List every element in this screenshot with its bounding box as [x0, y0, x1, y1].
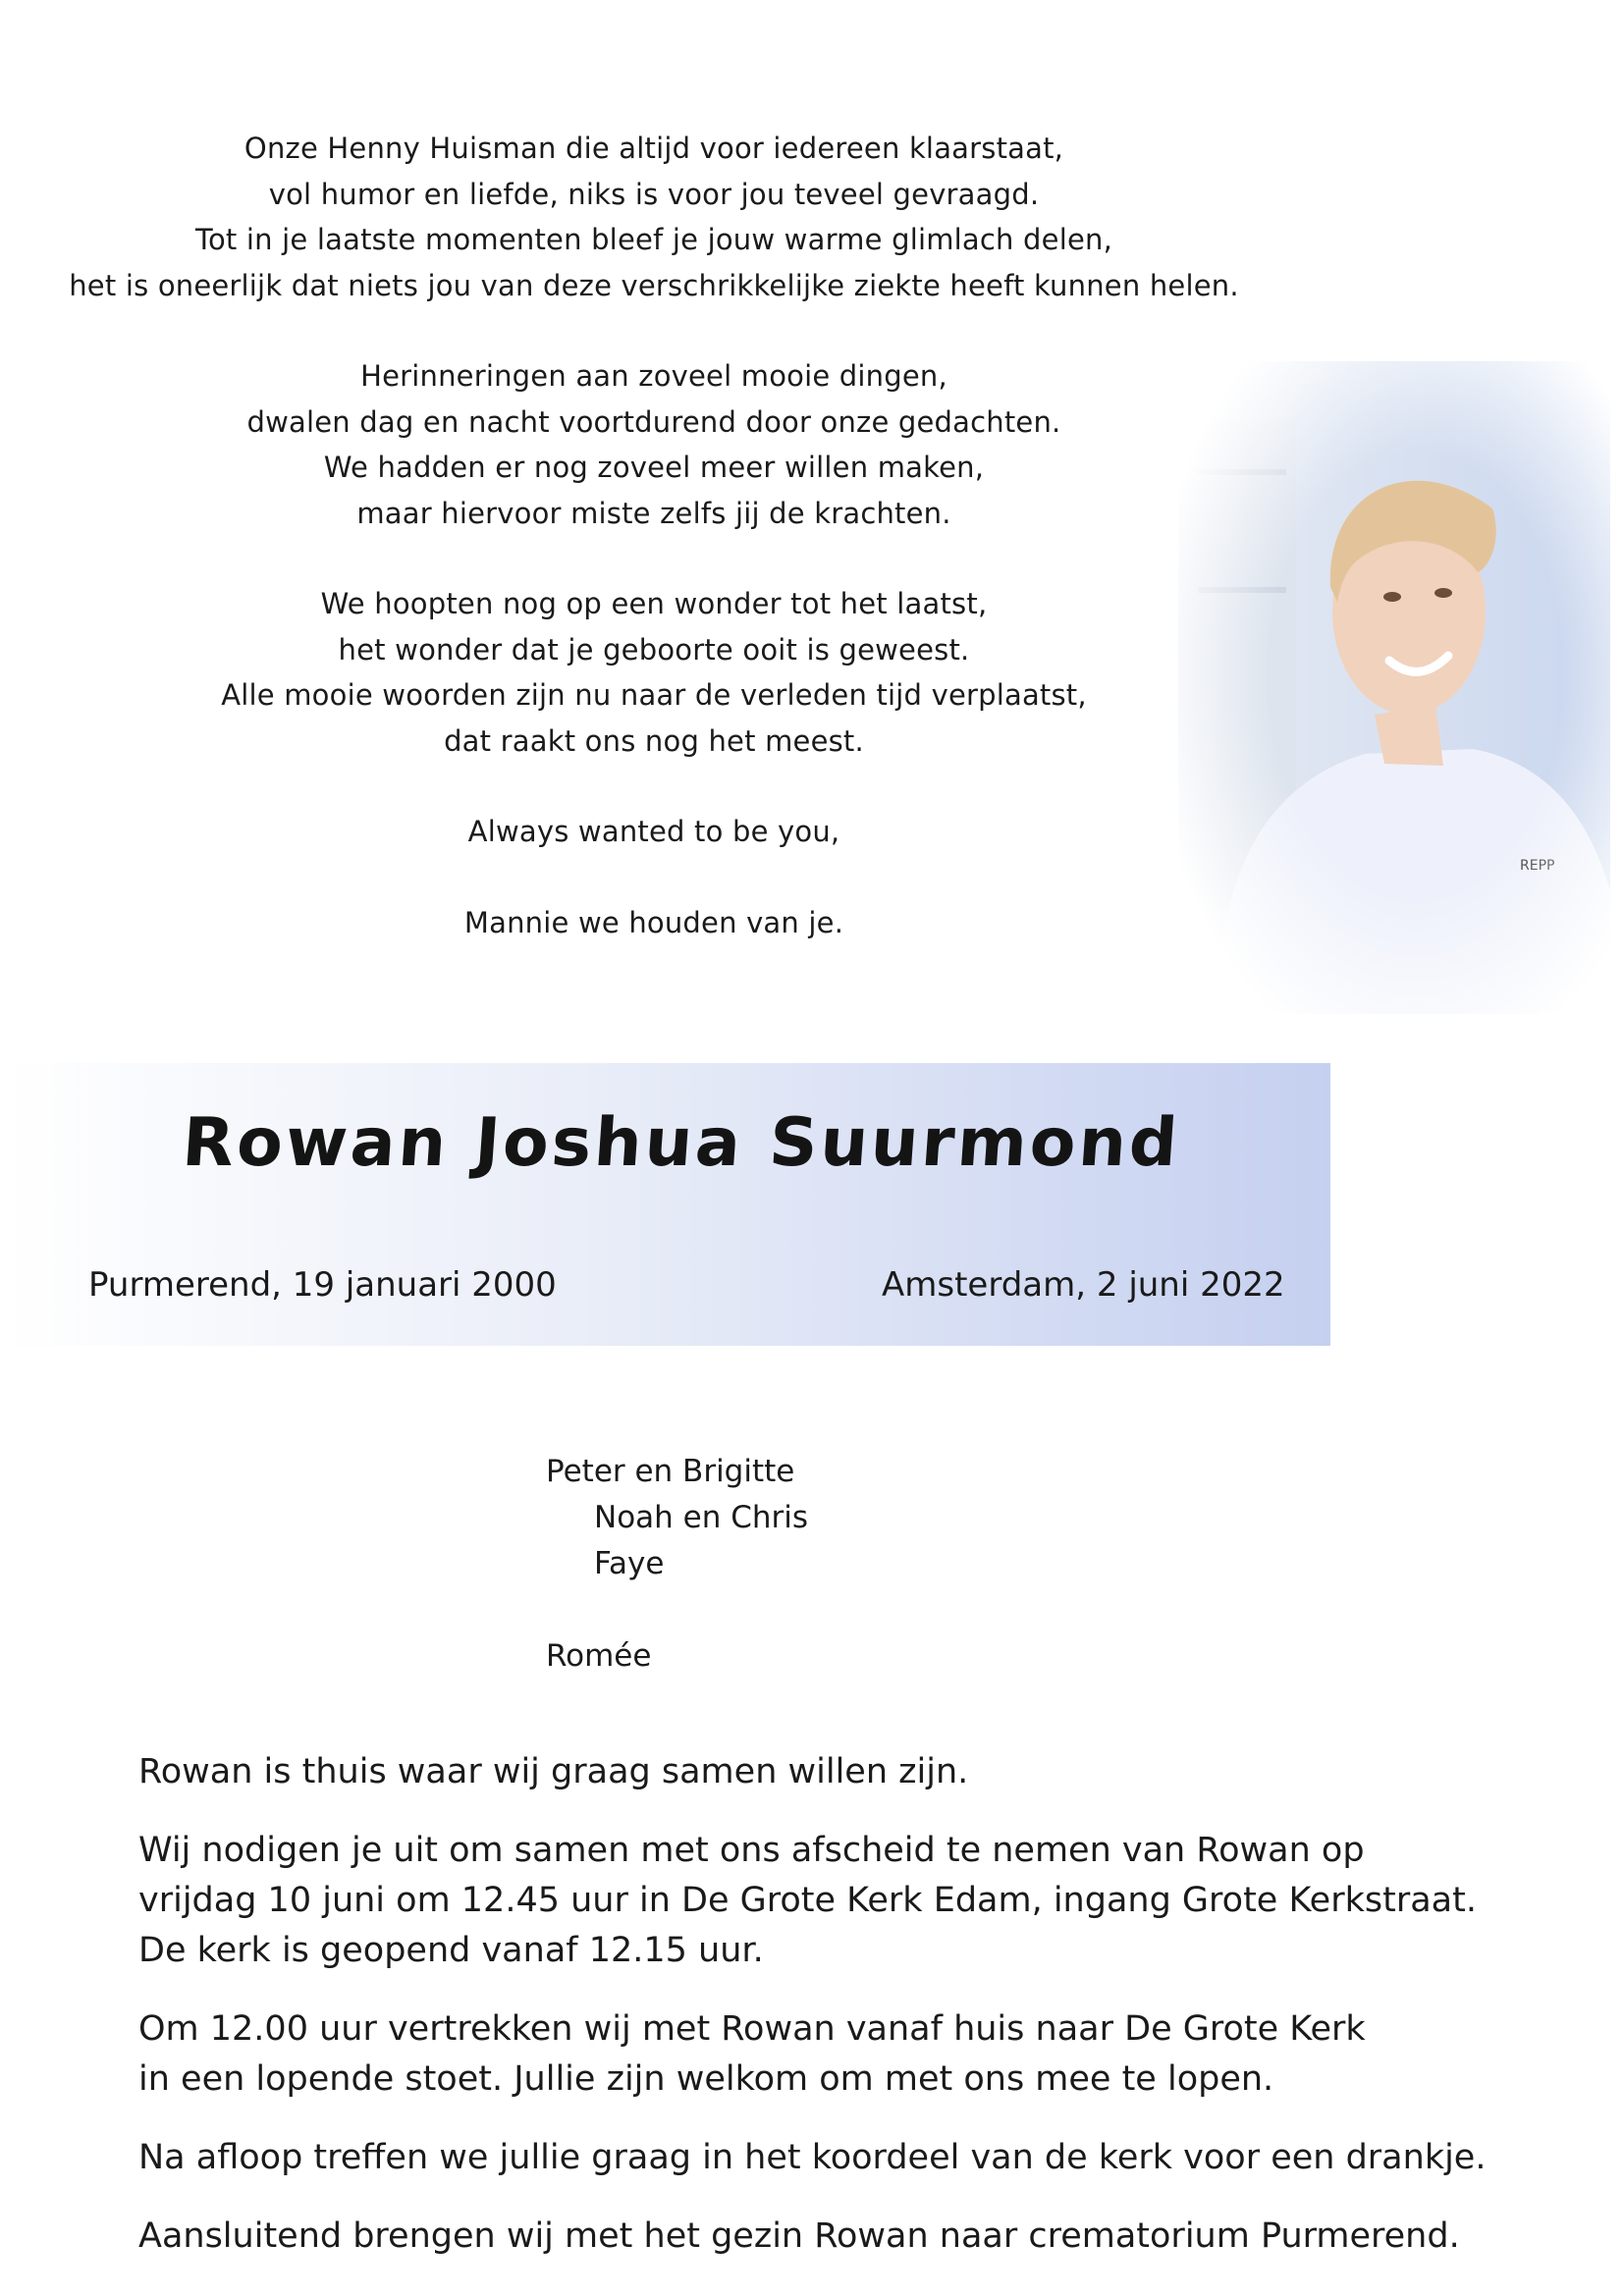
memorial-poem — [0, 126, 1308, 990]
family-list — [546, 1449, 808, 1680]
poem-line: Onze Henny Huisman die altijd voor iedereen klaarstaat, — [243, 132, 1064, 165]
announcement-line: vrijdag 10 juni om 12.45 uur in De Grote Kerk Edam, ingang Grote Kerkstraat. — [138, 1881, 1477, 1920]
announcement-line: De kerk is geopend vanaf 12.15 uur. — [138, 1931, 764, 1970]
poem-line: Tot in je laatste momenten bleef je jouw warme glimlach delen, — [195, 223, 1112, 256]
birth-place-date: Purmerend, 19 januari 2000 — [88, 1265, 557, 1305]
portrait-photo — [1178, 361, 1610, 1014]
poem-stanza-4 — [0, 809, 1308, 855]
poem-line: Mannie we houden van je. — [463, 905, 844, 939]
announcement-paragraph — [138, 2004, 1415, 2105]
poem-stanza-2 — [0, 353, 1308, 536]
family-siblings: Noah en Chris — [594, 1500, 809, 1535]
poem-line: We hadden er nog zoveel meer willen maken, — [323, 451, 985, 484]
poem-line: Always wanted to be you, — [467, 815, 840, 848]
poem-stanza-1 — [0, 126, 1308, 308]
poem-line: maar hiervoor miste zelfs jij de krachten. — [356, 496, 951, 530]
announcement-paragraph — [138, 1747, 1415, 1797]
announcement-line: Wij nodigen je uit om samen met ons afscheid te nemen van Rowan op — [138, 1831, 1365, 1870]
poem-stanza-3 — [0, 581, 1308, 764]
poem-line: het wonder dat je geboorte ooit is geweest. — [338, 632, 970, 667]
poem-line: vol humor en liefde, niks is voor jou teveel gevraagd. — [268, 177, 1040, 211]
announcement-line: Na afloop treffen we jullie graag in het koordeel van de kerk voor een drankje. — [138, 2138, 1487, 2177]
family-partner: Romée — [546, 1638, 652, 1674]
poem-line: het is oneerlijk dat niets jou van deze verschrikkelijke ziekte heeft kunnen helen. — [69, 268, 1239, 302]
family-siblings: Faye — [594, 1546, 665, 1581]
photo-vignette — [1178, 361, 1610, 1014]
portrait-illustration — [1178, 361, 1610, 1014]
poem-line: Herinneringen aan zoveel mooie dingen, — [360, 359, 947, 393]
funeral-announcement — [138, 1747, 1487, 2290]
announcement-paragraph — [138, 2212, 1460, 2262]
family-parents: Peter en Brigitte — [546, 1454, 795, 1489]
name-band — [0, 1063, 1330, 1346]
poem-line: We hoopten nog op een wonder tot het laatst, — [320, 587, 988, 620]
poem-line: dat raakt ons nog het meest. — [444, 723, 864, 758]
deceased-name: Rowan Joshua Suurmond — [180, 1104, 1183, 1182]
poem-line: dwalen dag en nacht voortdurend door onze gedachten. — [246, 404, 1061, 439]
announcement-line: in een lopende stoet. Jullie zijn welkom om met ons mee te lopen. — [138, 2059, 1274, 2099]
poem-stanza-5 — [0, 900, 1308, 946]
announcement-line: Aansluitend brengen wij met het gezin Rowan naar crematorium Purmerend. — [138, 2216, 1460, 2256]
announcement-paragraph — [138, 1826, 1477, 1976]
poem-line: Alle mooie woorden zijn nu naar de verleden tijd verplaatst, — [221, 678, 1087, 712]
announcement-paragraph — [138, 2133, 1487, 2183]
announcement-line: Rowan is thuis waar wij graag samen willen zijn. — [138, 1752, 969, 1791]
death-place-date: Amsterdam, 2 juni 2022 — [882, 1265, 1285, 1305]
announcement-line: Om 12.00 uur vertrekken wij met Rowan vanaf huis naar De Grote Kerk — [138, 2009, 1366, 2049]
